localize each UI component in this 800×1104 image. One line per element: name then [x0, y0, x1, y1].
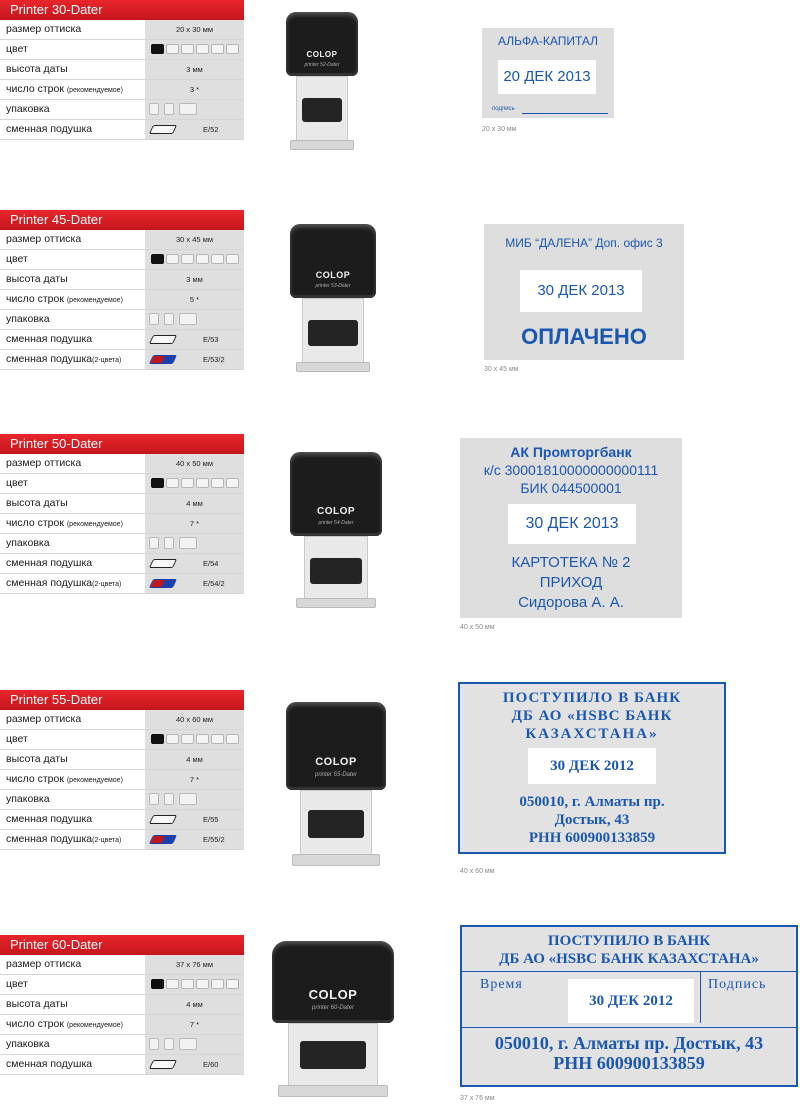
spec-row-pad: сменная подушка E/53 [0, 330, 244, 350]
swatch-icon [196, 254, 209, 264]
swatch-icon [196, 734, 209, 744]
spec-row-lines: число строк (рекомендуемое) 5 * [0, 290, 244, 310]
product-printer-60-dater [0, 935, 800, 1104]
package-box-icon [149, 313, 159, 325]
product-title: Printer 45-Dater [0, 210, 244, 230]
stamp-impression-sample: ПОСТУПИЛО В БАНК ДБ АО «HSBC БАНК КАЗАХСТАНА» Время 30 ДЕК 2012 Подпись 050010, г. Алматы пр. Достык, 43 РНН 600900133859 [460, 925, 798, 1087]
swatch-icon [211, 254, 224, 264]
spec-row-size: размер оттиска 40 x 50 мм [0, 454, 244, 474]
signature-label: Подпись [708, 977, 767, 992]
package-blister-icon [179, 1038, 197, 1050]
sample-divider [462, 971, 796, 972]
device-model: printer 53-Dater [315, 283, 351, 289]
stamp-device-image [272, 941, 394, 1097]
ink-pad-icon [149, 559, 177, 568]
package-blister-icon [179, 103, 197, 115]
black-swatch-icon [151, 44, 164, 54]
spec-row-color: цвет [0, 40, 244, 60]
swatch-icon [181, 979, 194, 989]
package-case-icon [164, 537, 174, 549]
size-value: 20 x 30 мм [145, 20, 244, 39]
spec-table [0, 935, 244, 1075]
two-color-pad-icon [149, 355, 177, 364]
swatch-icon [226, 254, 239, 264]
spec-table [0, 690, 244, 850]
black-swatch-icon [151, 734, 164, 744]
spec-row-size: размер оттиска 37 x 76 мм [0, 955, 244, 975]
spec-row-pad-two-color: сменная подушка(2-цвета) E/54/2 [0, 574, 244, 594]
size-caption: 40 x 60 мм [460, 868, 495, 875]
spec-row-size: размер оттиска 40 x 60 мм [0, 710, 244, 730]
swatch-icon [166, 254, 179, 264]
device-logo: COLOP [308, 987, 358, 1002]
package-blister-icon [179, 537, 197, 549]
swatch-icon [181, 44, 194, 54]
two-color-pad-icon [149, 579, 177, 588]
swatch-icon [181, 734, 194, 744]
sample-date: 30 ДЕК 2013 [508, 504, 636, 544]
spec-row-color: цвет [0, 474, 244, 494]
package-case-icon [164, 1038, 174, 1050]
signature-line [522, 113, 608, 114]
time-label: Время [480, 977, 523, 992]
package-case-icon [164, 793, 174, 805]
device-logo: COLOP [306, 50, 338, 59]
spec-row-packaging: упаковка [0, 534, 244, 554]
sample-column-line [700, 971, 701, 1023]
swatch-icon [181, 478, 194, 488]
spec-row-color: цвет [0, 975, 244, 995]
stamp-impression-sample: ПОСТУПИЛО В БАНК ДБ АО «HSBC БАНК КАЗАХСТАНА» 30 ДЕК 2012 050010, г. Алматы пр. Достык, 43 РНН 600900133859 [458, 682, 726, 854]
device-logo: COLOP [316, 506, 356, 517]
spec-row-packaging: упаковка [0, 100, 244, 120]
swatch-icon [226, 478, 239, 488]
product-title: Printer 55-Dater [0, 690, 244, 710]
package-blister-icon [179, 793, 197, 805]
package-box-icon [149, 103, 159, 115]
spec-table [0, 210, 244, 370]
sample-date: 30 ДЕК 2013 [520, 270, 642, 312]
spec-row-date-height: высота даты 4 мм [0, 750, 244, 770]
swatch-icon [166, 734, 179, 744]
package-box-icon [149, 793, 159, 805]
device-model: printer 54-Dater [318, 520, 354, 526]
spec-row-color: цвет [0, 730, 244, 750]
spec-row-pad: сменная подушка E/60 [0, 1055, 244, 1075]
package-case-icon [164, 313, 174, 325]
spec-row-pad-two-color: сменная подушка(2-цвета) E/53/2 [0, 350, 244, 370]
swatch-icon [196, 44, 209, 54]
spec-row-lines: число строк (рекомендуемое) 7 * [0, 770, 244, 790]
swatch-icon [166, 979, 179, 989]
spec-row-color: цвет [0, 250, 244, 270]
spec-row-pad: сменная подушка E/54 [0, 554, 244, 574]
swatch-icon [211, 734, 224, 744]
spec-row-date-height: высота даты 3 мм [0, 270, 244, 290]
product-title: Printer 60-Dater [0, 935, 244, 955]
stamp-device-image [286, 12, 358, 150]
spec-row-lines: число строк (рекомендуемое) 7 * [0, 1015, 244, 1035]
device-model: printer 52-Dater [304, 62, 340, 68]
swatch-icon [166, 478, 179, 488]
sample-date: 30 ДЕК 2012 [568, 979, 694, 1023]
spec-row-size: размер оттиска 20 x 30 мм [0, 20, 244, 40]
device-model: printer 55-Dater [314, 772, 358, 778]
signature-label: подпись [492, 106, 515, 112]
package-box-icon [149, 537, 159, 549]
product-printer-50-dater [0, 434, 800, 644]
stamp-device-image [290, 452, 382, 608]
swatch-icon [166, 44, 179, 54]
size-caption: 37 x 76 мм [460, 1095, 495, 1102]
stamp-device-image [290, 224, 376, 372]
product-printer-55-dater [0, 690, 800, 890]
spec-row-packaging: упаковка [0, 1035, 244, 1055]
package-case-icon [164, 103, 174, 115]
spec-row-pad-two-color: сменная подушка(2-цвета) E/55/2 [0, 830, 244, 850]
size-caption: 40 x 50 мм [460, 624, 495, 631]
size-caption: 30 x 45 мм [484, 366, 519, 373]
spec-row-lines: число строк (рекомендуемое) 3 * [0, 80, 244, 100]
spec-row-date-height: высота даты 3 мм [0, 60, 244, 80]
swatch-icon [226, 979, 239, 989]
spec-row-packaging: упаковка [0, 790, 244, 810]
spec-row-pad: сменная подушка E/55 [0, 810, 244, 830]
stamp-impression-sample: АК Промторгбанк к/с 30001810000000000111 БИК 044500001 30 ДЕК 2013 КАРТОТЕКА № 2 ПРИХОД Сидорова А. А. [460, 438, 682, 618]
black-swatch-icon [151, 478, 164, 488]
ink-pad-icon [149, 1060, 177, 1069]
swatch-icon [181, 254, 194, 264]
package-blister-icon [179, 313, 197, 325]
swatch-icon [196, 478, 209, 488]
swatch-icon [211, 44, 224, 54]
ink-pad-icon [149, 125, 177, 134]
swatch-icon [196, 979, 209, 989]
spec-row-packaging: упаковка [0, 310, 244, 330]
ink-pad-icon [149, 335, 177, 344]
swatch-icon [211, 478, 224, 488]
ink-pad-icon [149, 815, 177, 824]
swatch-icon [211, 979, 224, 989]
spec-row-date-height: высота даты 4 мм [0, 995, 244, 1015]
product-title: Printer 30-Dater [0, 0, 244, 20]
spec-row-date-height: высота даты 4 мм [0, 494, 244, 514]
spec-row-pad: сменная подушка E/52 [0, 120, 244, 140]
device-model: printer 60-Dater [311, 1005, 355, 1011]
product-printer-45-dater [0, 210, 800, 410]
sample-divider [462, 1027, 796, 1028]
spec-table [0, 0, 244, 140]
color-swatches [145, 40, 244, 59]
stamp-impression-sample: АЛЬФА-КАПИТАЛ 20 ДЕК 2013 подпись [482, 28, 614, 118]
swatch-icon [226, 734, 239, 744]
black-swatch-icon [151, 979, 164, 989]
spec-table [0, 434, 244, 594]
size-caption: 20 x 30 мм [482, 126, 517, 133]
black-swatch-icon [151, 254, 164, 264]
product-title: Printer 50-Dater [0, 434, 244, 454]
device-logo: COLOP [315, 756, 357, 768]
swatch-icon [226, 44, 239, 54]
device-logo: COLOP [315, 270, 351, 280]
stamp-impression-sample: МИБ “ДАЛЕНА” Доп. офис 3 30 ДЕК 2013 ОПЛАЧЕНО [484, 224, 684, 360]
product-printer-30-dater [0, 0, 800, 190]
stamp-device-image [286, 702, 386, 866]
sample-date: 20 ДЕК 2013 [498, 60, 596, 94]
package-box-icon [149, 1038, 159, 1050]
sample-date: 30 ДЕК 2012 [528, 748, 656, 784]
spec-row-size: размер оттиска 30 x 45 мм [0, 230, 244, 250]
two-color-pad-icon [149, 835, 177, 844]
spec-row-lines: число строк (рекомендуемое) 7 * [0, 514, 244, 534]
